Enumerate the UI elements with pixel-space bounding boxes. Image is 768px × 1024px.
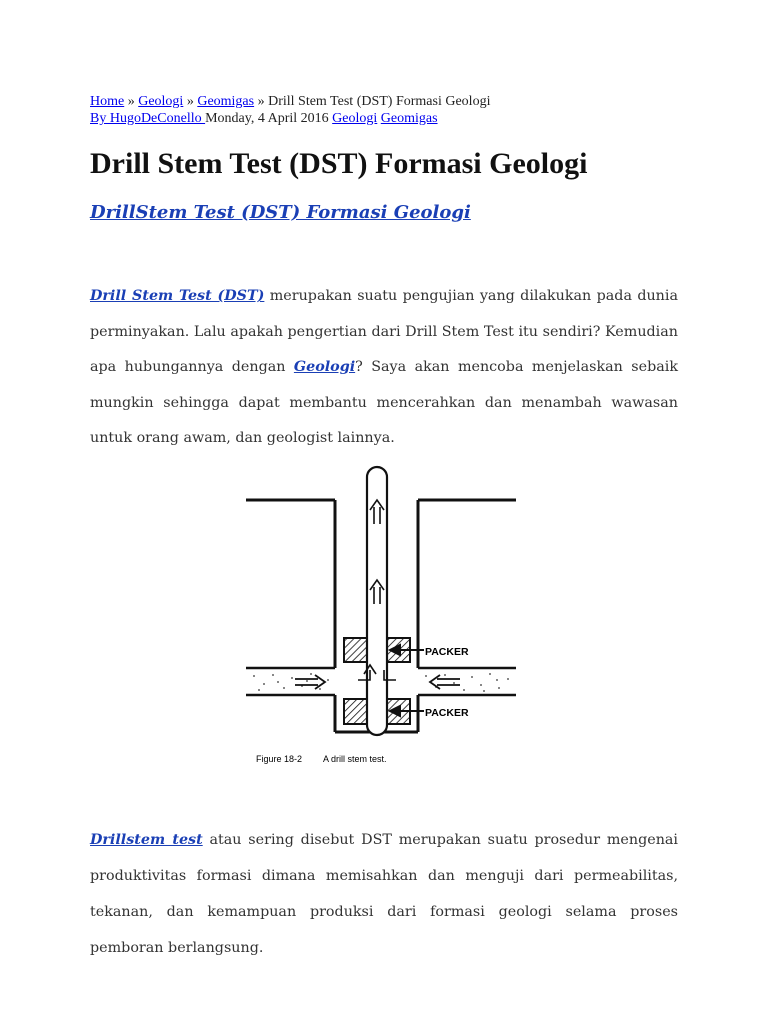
- packer-label-top: PACKER: [425, 646, 469, 658]
- intro-text-2: ? Saya akan mencoba menjelaskan sebaik mungkin sehingga dapat membantu mencerahkan dan menambah wawasan untuk orang awam, dan geologist lainnya.: [90, 359, 678, 446]
- breadcrumb-separator: »: [127, 94, 135, 109]
- drill-stem-pipe: [367, 467, 387, 735]
- body-paragraph: [90, 822, 678, 966]
- post-date: Monday, 4 April 2016: [205, 111, 329, 126]
- author-link[interactable]: By HugoDeConello: [90, 111, 206, 126]
- body-text: atau sering disebut DST merupakan suatu prosedur mengenai produktivitas formasi dimana memisahkan dan menguji dari permeabilitas, tekanan, dan kemampuan produksi dari formasi geologi selama proses pemboran berlangsung.: [90, 832, 678, 956]
- figure-number: Figure 18-2: [256, 754, 303, 764]
- page-title: Drill Stem Test (DST) Formasi Geologi: [90, 147, 588, 180]
- breadcrumb-current: Drill Stem Test (DST) Formasi Geologi: [268, 94, 491, 109]
- intro-text-1: merupakan suatu pengujian yang dilakukan pada dunia perminyakan. Lalu apakah pengertian dari Drill Stem Test itu sendiri? Kemudian apa hubungannya dengan: [90, 288, 678, 375]
- post-meta: [90, 93, 490, 127]
- dst-figure: [240, 462, 522, 772]
- breadcrumb: [90, 93, 490, 110]
- byline: [90, 110, 490, 127]
- packer-label-bottom: PACKER: [425, 707, 469, 719]
- breadcrumb-separator: »: [186, 94, 194, 109]
- drill-stem-test-diagram: [240, 462, 522, 772]
- breadcrumb-separator: »: [257, 94, 265, 109]
- article-subtitle: [90, 199, 471, 227]
- tag-geologi-link[interactable]: Geologi: [332, 111, 378, 126]
- breadcrumb-geomigas-link[interactable]: Geomigas: [197, 94, 255, 109]
- geologi-link[interactable]: Geologi: [293, 359, 356, 375]
- drillstem-test-link[interactable]: Drillstem test: [90, 832, 203, 848]
- breadcrumb-geologi-link[interactable]: Geologi: [138, 94, 184, 109]
- subtitle-link[interactable]: DrillStem Test (DST) Formasi Geologi: [90, 202, 471, 223]
- intro-paragraph: [90, 279, 678, 457]
- breadcrumb-home-link[interactable]: Home: [90, 94, 125, 109]
- figure-caption: A drill stem test.: [323, 754, 387, 764]
- tag-geomigas-link[interactable]: Geomigas: [380, 111, 438, 126]
- dst-link[interactable]: Drill Stem Test (DST): [90, 288, 265, 304]
